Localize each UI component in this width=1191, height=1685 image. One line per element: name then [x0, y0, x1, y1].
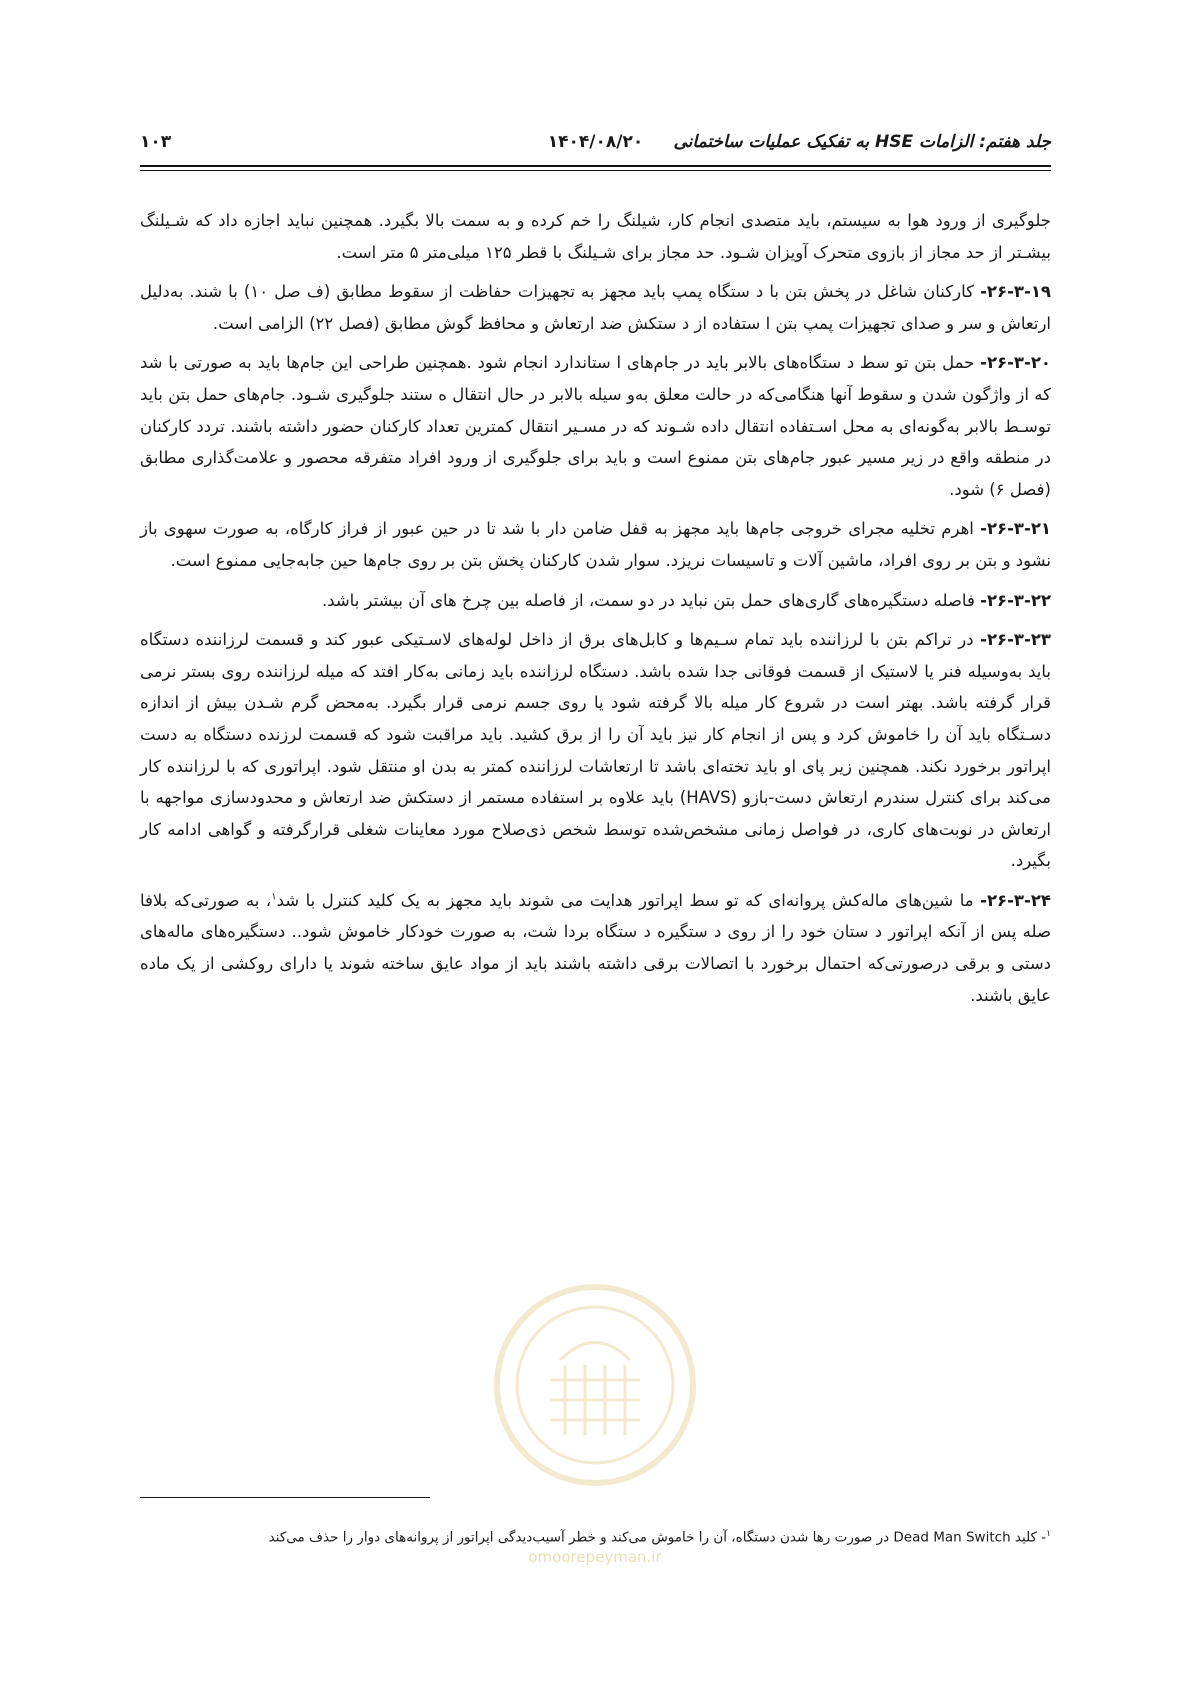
paragraph — [140, 205, 1051, 268]
page-number: ۱۰۳ — [140, 132, 172, 152]
header-rule-thick — [140, 165, 1051, 167]
paragraph-text: در تراکم بتن با لرزاننده باید تمام سـیم‌ها و کابل‌های برق از داخل لوله‌های لاسـتیکی عبور کند و قسمت لرزاننده دستگاه باید به‌وسیله فنر یا لاستیک از قسمت فوقانی جدا شده باشد. دستگاه لرزاننده باید زمانی به‌کار افتد که میله لرزاننده روی بستر نرمی قرار گرفته باشد. بهتر است در شروع کار میله بالا گرفته شود یا روی جسم نرمی قرار بگیرد. به‌محض گرم شـدن بیش از اندازه دسـتگاه باید آن را خاموش کرد و پس از انجام کار نیز باید آن را از برق کشید. باید مراقبت شود که قسمت لرزنده دستگاه به دست اپراتور برخورد نکند. همچنین زیر پای او باید تخته‌ای باشد تا ارتعاشات لرزاننده کمتر به بدن او منتقل شود. اپراتوری که با لرزاننده کار می‌کند برای کنترل سندرم ارتعاش دست-بازو (HAVS) باید علاوه بر استفاده مستمر از دستکش ضد ارتعاش و محدودسازی مواجهه با ارتعاش در نوبت‌های کاری، در فواصل زمانی مشخص‌شده توسط شخص ذی‌صلاح مورد معاینات شغلی قرارگرفته و گواهی ادامه کار بگیرد. — [140, 630, 1051, 871]
clause-number: ۲۶-۳-۲۲- — [980, 590, 1051, 610]
paragraph — [140, 276, 1051, 339]
paragraph-text: اهرم تخلیه مجرای خروجی جام‌ها باید مجهز به قفل ضامن دار با شد تا در حین عبور از فراز کارگاه، به صورت سهوی باز نشود و بتن بر روی افراد، ماشین آلات و تاسیسات نریزد. سوار شدن کارکنان پخش بتن بر روی جام‌ها حین جابه‌جایی ممنوع است. — [140, 519, 1051, 570]
paragraph-text: کارکنان شاغل در پخش بتن با د ستگاه پمپ باید مجهز به تجهیزات حفاظت از سقوط مطابق (ف صل ۱۰) با شند. به‌دلیل ارتعاش و سر و صدای تجهیزات پمپ بتن ا ستفاده از د ستکش ضد ارتعاش و محافظ گوش مطابق (فصل ۲۲) الزامی است. — [140, 282, 1051, 333]
paragraph — [140, 513, 1051, 576]
paragraph-text-continued: ، به صورتی‌که بلافا صله پس از آنکه اپراتور د ستان خود را از روی د ستگیره د ستگاه بردا شت، به صورت خودکار خاموش شود.. دستگیره‌های ماله‌های دستی و برقی درصورتی‌که احتمال برخورد با اتصالات برقی داشته باشند باید از مواد عایق ساخته شوند یا دارای روکشی از یک ماده عایق باشند. — [140, 890, 1051, 1005]
header-rule-thin — [140, 170, 1051, 171]
clause-number: ۲۶-۳-۲۱- — [980, 519, 1051, 539]
clause-number: ۲۶-۳-۲۴- — [980, 890, 1051, 910]
document-body — [140, 205, 1051, 1019]
paragraph — [140, 347, 1051, 505]
paragraph — [140, 585, 1051, 617]
paragraph — [140, 885, 1051, 1011]
paragraph-text: ما شین‌های ماله‌کش پروانه‌ای که تو سط اپراتور هدایت می شوند باید مجهز به یک کلید کنترل با شد — [276, 890, 981, 910]
page-header — [140, 128, 1051, 158]
footnote-text: - کلید Dead Man Switch در صورت رها شدن دستگاه، آن را خاموش می‌کند و خطر آسیب‌دیدگی اپراتور از پروانه‌های دوار را حذف می‌کند — [268, 1529, 1047, 1546]
paragraph-text: فاصله دستگیره‌های گاری‌های حمل بتن نباید در دو سمت، از فاصله بین چرخ های آن بیشتر باشد. — [321, 590, 981, 610]
clause-number: ۲۶-۳-۲۳- — [980, 630, 1051, 650]
paragraph — [140, 624, 1051, 877]
watermark-text: omoorepeyman.ir — [528, 1548, 662, 1566]
footnote-reference[interactable]: ۱ — [271, 891, 277, 903]
footnote — [140, 1524, 1051, 1548]
paragraph-text: حمل بتن تو سط د ستگاه‌های بالابر باید در جام‌های ا ستاندارد انجام شود .همچنین طراحی این جام‌ها باید به صورتی با شد که از واژگون شدن و سقوط آنها هنگامی‌که در حالت معلق به‌و سیله بالابر در حال انتقال ه ستند جلوگیری شـود. جام‌های حمل بتن باید توسـط بالابر به‌گونه‌ای به محل اسـتفاده انتقال داده شـوند که در مسـیر انتقال کمترین تعداد کارکنان حضور داشته باشند. تردد کارکنان در منطقه واقع در زیر مسیر عبور جام‌های بتن ممنوع است و باید برای جلوگیری از ورود افراد متفرقه محصور و علامت‌گذاری مطابق (فصل ۶) شود. — [140, 353, 1051, 499]
footnote-separator — [140, 1497, 430, 1498]
header-title: جلد هفتم: الزامات HSE به تفکیک عملیات ساختمانی — [673, 132, 1051, 152]
header-date: ۱۴۰۴/۰۸/۲۰ — [547, 132, 644, 152]
clause-number: ۲۶-۳-۱۹- — [980, 282, 1051, 302]
footnote-mark: ۱ — [1046, 1529, 1051, 1539]
paragraph-text: جلوگیری از ورود هوا به سیستم، باید متصدی انجام کار، شیلنگ را خم کرده و به سمت بالا بگیرد. همچنین نباید اجازه داد که شـیلنگ بیشـتر از حد مجاز از بازوی متحرک آویزان شـود. حد مجاز برای شـیلنگ با قطر ۱۲۵ میلی‌متر ۵ متر است. — [140, 211, 1051, 262]
watermark-seal-icon — [490, 1280, 700, 1490]
clause-number: ۲۶-۳-۲۰- — [980, 353, 1051, 373]
